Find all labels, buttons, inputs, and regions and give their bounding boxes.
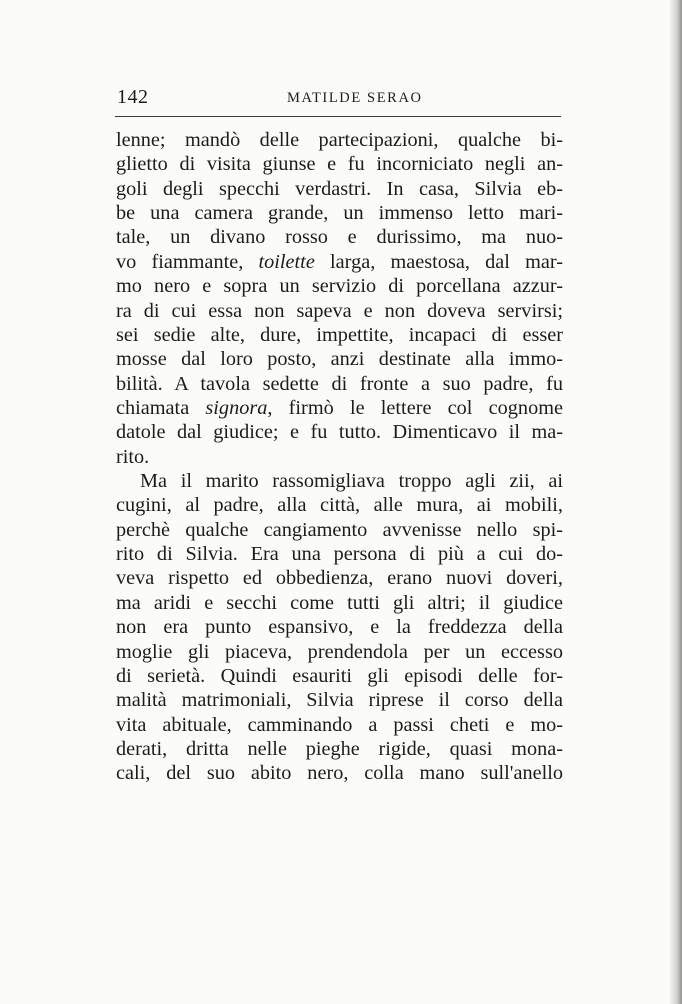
text-line: cali, del suo abito nero, colla mano sull'anello xyxy=(116,762,563,785)
text-line: veva rispetto ed obbedienza, erano nuovi doveri, xyxy=(116,567,563,590)
text-line: rito. xyxy=(116,445,150,468)
text-line: goli degli specchi verdastri. In casa, Silvia eb- xyxy=(116,177,563,200)
text-line: malità matrimoniali, Silvia riprese il corso della xyxy=(116,689,563,712)
text-line: mosse dal loro posto, anzi destinate alla immo- xyxy=(116,348,563,371)
text-line: ma aridi e secchi come tutti gli altri; il giudice xyxy=(116,591,563,614)
page-number: 142 xyxy=(117,86,149,108)
text-line: chiamata signora, firmò le lettere col cognome xyxy=(116,396,563,419)
text-line: bilità. A tavola sedette di fronte a suo padre, fu xyxy=(116,372,563,395)
text-line: lenne; mandò delle partecipazioni, qualche bi- xyxy=(116,129,563,151)
page-edge-shadow xyxy=(670,0,682,1004)
text-line: vita abituale, camminando a passi cheti e mo- xyxy=(116,713,563,736)
text-line: cugini, al padre, alla città, alle mura, ai mobili, xyxy=(116,494,563,517)
text-line: rito di Silvia. Era una persona di più a cui do- xyxy=(116,543,563,566)
text-line: sei sedie alte, dure, impettite, incapaci di esser xyxy=(116,323,563,346)
text-line: derati, dritta nelle pieghe rigide, quasi mona- xyxy=(116,737,563,760)
text-line: be una camera grande, un immenso letto mari- xyxy=(116,202,563,225)
text-line: datole dal giudice; e fu tutto. Dimenticavo il ma- xyxy=(116,421,563,444)
running-head: MATILDE SERAO xyxy=(287,90,423,106)
text-line: ra di cui essa non sapeva e non doveva servirsi; xyxy=(116,299,563,322)
paragraph xyxy=(116,128,563,469)
page-header xyxy=(115,84,561,117)
text-line: Ma il marito rassomigliava troppo agli zii, ai xyxy=(140,470,563,493)
text-line: moglie gli piaceva, prendendola per un eccesso xyxy=(116,640,563,663)
text-line: di serietà. Quindi esauriti gli episodi delle for- xyxy=(116,664,563,687)
body-text xyxy=(116,128,563,786)
text-line: non era punto espansivo, e la freddezza della xyxy=(116,616,563,639)
text-line: glietto di visita giunse e fu incorniciato negli an- xyxy=(116,153,563,176)
text-line: tale, un divano rosso e durissimo, ma nuo- xyxy=(116,226,563,249)
text-line: vo fiammante, toilette larga, maestosa, dal mar- xyxy=(116,250,563,273)
text-line: mo nero e sopra un servizio di porcellana azzur- xyxy=(116,275,563,298)
paragraph xyxy=(116,469,563,786)
text-line: perchè qualche cangiamento avvenisse nello spi- xyxy=(116,518,563,541)
